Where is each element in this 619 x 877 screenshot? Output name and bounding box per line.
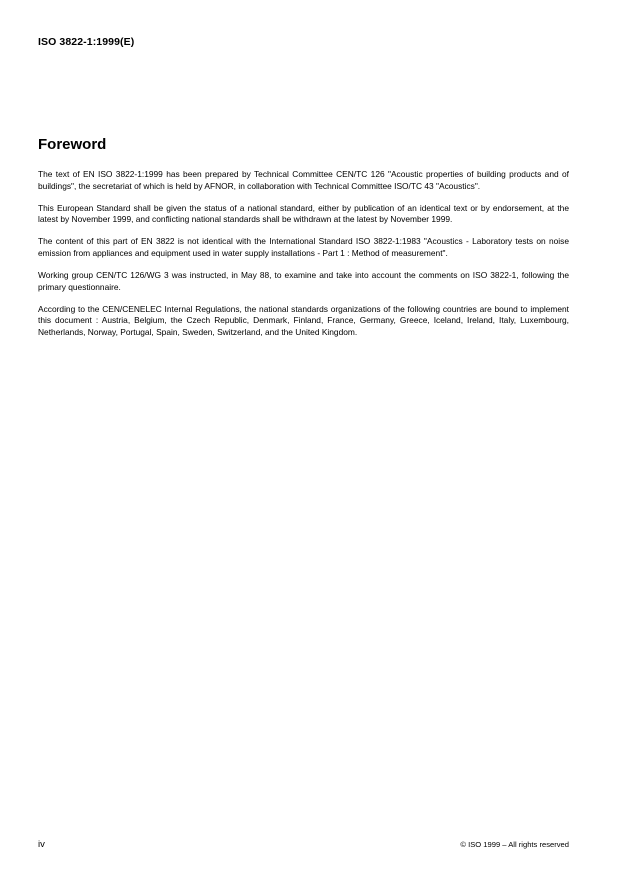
foreword-body [38,169,569,349]
copyright-notice: © ISO 1999 – All rights reserved [460,840,569,849]
page-title: Foreword [38,136,107,153]
page-number: iv [38,839,45,850]
document-id: ISO 3822-1:1999(E) [38,36,135,48]
paragraph-3: The content of this part of EN 3822 is not identical with the International Standard ISO 3822-1:1983 "Acoustics - Laboratory tests on noise emission from appliances and equipment used in water supply installations - Part 1 : Method of measurement". [38,236,569,258]
paragraph-2: This European Standard shall be given the status of a national standard, either by publication of an identical text or by endorsement, at the latest by November 1999, and conflicting national standards shall be withdrawn at the latest by November 1999. [38,202,569,225]
paragraph-5: According to the CEN/CENELEC Internal Regulations, the national standards organizations of the following countries are bound to implement this document : Austria, Belgium, the Czech Republic, Denmark, Finland, France, Germany, Greece, Iceland, Ireland, Italy, Luxembourg, Netherlands, Norway, Portugal, Spain, Sweden, Switzerland, and the United Kingdom. [38,303,569,337]
paragraph-4: Working group CEN/TC 126/WG 3 was instructed, in May 88, to examine and take into account the comments on ISO 3822-1, following the primary questionnaire. [38,270,569,292]
paragraph-1: The text of EN ISO 3822-1:1999 has been prepared by Technical Committee CEN/TC 126 "Acoustic properties of building products and of buildings", the secretariat of which is held by AFNOR, in collaboration with Technical Committee ISO/TC 43 "Acoustics". [38,169,569,191]
